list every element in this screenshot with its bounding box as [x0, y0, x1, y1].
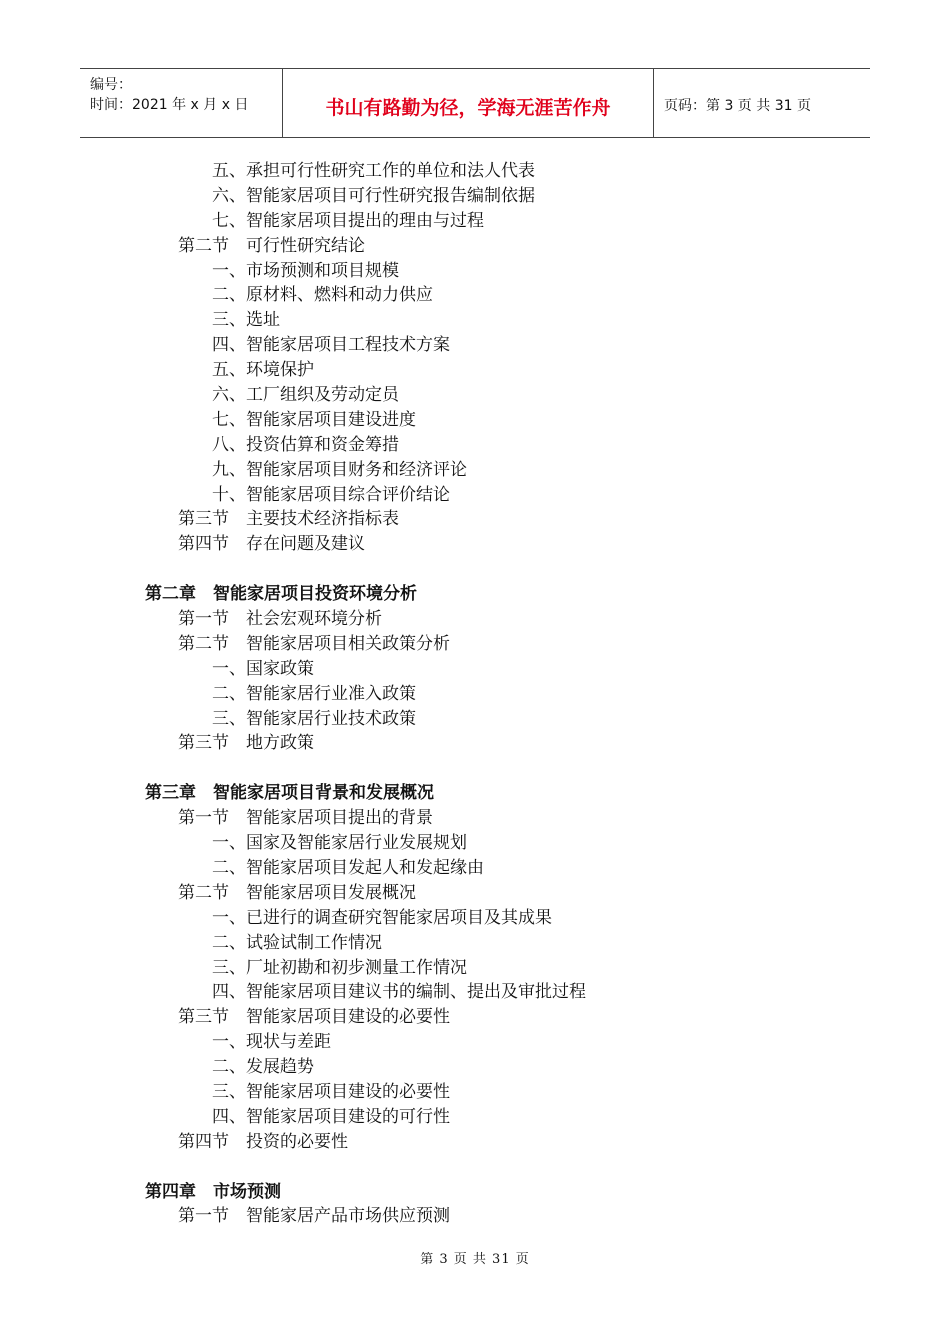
toc-spacer [0, 557, 950, 582]
table-of-contents [0, 159, 950, 1229]
toc-item: 四、智能家居项目建议书的编制、提出及审批过程 [212, 982, 586, 1003]
toc-item: 二、智能家居行业准入政策 [212, 683, 416, 704]
header-meta-cell [80, 69, 283, 137]
toc-item: 一、已进行的调查研究智能家居项目及其成果 [212, 907, 552, 928]
toc-section: 第三节 智能家居项目建设的必要性 [178, 1007, 450, 1028]
toc-item: 一、市场预测和项目规模 [212, 260, 399, 281]
toc-section: 第二节 智能家居项目发展概况 [178, 882, 416, 903]
toc-section: 第四节 投资的必要性 [178, 1131, 348, 1152]
toc-item: 一、国家政策 [212, 658, 314, 679]
toc-spacer [0, 1155, 950, 1180]
toc-item: 四、智能家居项目工程技术方案 [212, 335, 450, 356]
toc-section: 第四节 存在问题及建议 [178, 534, 365, 555]
toc-item: 七、智能家居项目建设进度 [212, 409, 416, 430]
header-page-info: 页码：第 3 页 共 31 页 [664, 98, 811, 114]
toc-item: 五、环境保护 [212, 360, 314, 381]
toc-section: 第三节 主要技术经济指标表 [178, 509, 399, 530]
motto-text: 书山有路勤为径，学海无涯苦作舟 [325, 97, 611, 119]
toc-section: 第一节 智能家居项目提出的背景 [178, 808, 433, 829]
toc-section: 第一节 社会宏观环境分析 [178, 609, 382, 630]
toc-item: 四、智能家居项目建设的可行性 [212, 1106, 450, 1127]
toc-section: 第一节 智能家居产品市场供应预测 [178, 1206, 450, 1227]
header-table [80, 68, 870, 138]
header-motto-cell [283, 69, 654, 137]
toc-item: 六、智能家居项目可行性研究报告编制依据 [212, 185, 535, 206]
toc-chapter: 第三章 智能家居项目背景和发展概况 [145, 783, 434, 804]
header-page-cell [654, 69, 870, 137]
toc-item: 七、智能家居项目提出的理由与过程 [212, 210, 484, 231]
toc-section: 第三节 地方政策 [178, 733, 314, 754]
toc-item: 一、国家及智能家居行业发展规划 [212, 833, 467, 854]
toc-item: 三、厂址初勘和初步测量工作情况 [212, 957, 467, 978]
toc-item: 三、智能家居行业技术政策 [212, 708, 416, 729]
doc-date-label: 时间：2021 年 x 月 x 日 [90, 97, 249, 113]
toc-chapter: 第四章 市场预测 [145, 1181, 281, 1202]
toc-item: 二、智能家居项目发起人和发起缘由 [212, 857, 484, 878]
toc-section: 第二节 可行性研究结论 [178, 235, 365, 256]
toc-item: 二、发展趋势 [212, 1057, 314, 1078]
toc-item: 三、选址 [212, 310, 280, 331]
toc-item: 六、工厂组织及劳动定员 [212, 385, 399, 406]
toc-item: 二、试验试制工作情况 [212, 932, 382, 953]
toc-spacer [0, 756, 950, 781]
toc-section: 第二节 智能家居项目相关政策分析 [178, 633, 450, 654]
toc-item: 二、原材料、燃料和动力供应 [212, 285, 433, 306]
toc-chapter: 第二章 智能家居项目投资环境分析 [145, 584, 417, 605]
toc-item: 八、投资估算和资金筹措 [212, 434, 399, 455]
toc-item: 五、承担可行性研究工作的单位和法人代表 [212, 161, 535, 181]
doc-number-label: 编号： [90, 77, 132, 93]
toc-item: 十、智能家居项目综合评价结论 [212, 484, 450, 505]
page-footer: 第 3 页 共 31 页 [420, 1252, 530, 1267]
toc-item: 九、智能家居项目财务和经济评论 [212, 459, 467, 480]
toc-item: 一、现状与差距 [212, 1032, 331, 1053]
toc-item: 三、智能家居项目建设的必要性 [212, 1081, 450, 1102]
